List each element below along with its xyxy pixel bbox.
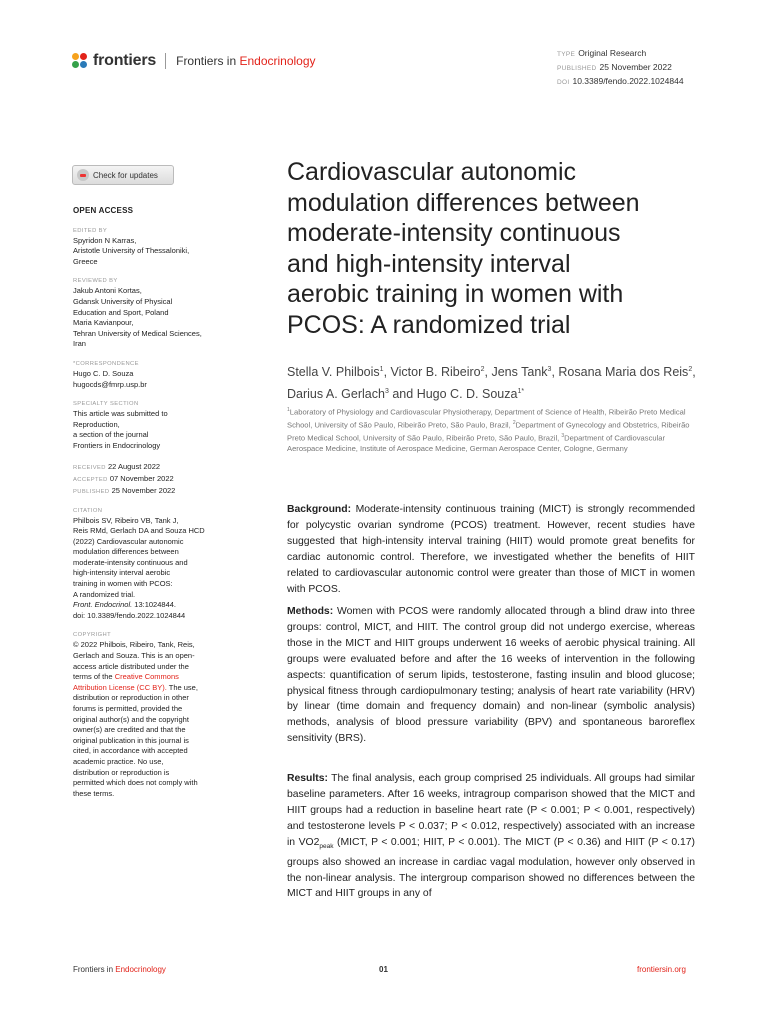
check-for-updates-button[interactable]	[72, 165, 174, 185]
page-number: 01	[379, 965, 388, 974]
reviewed-by-block: Jakub Antoni Kortas, Gdansk University of Physical Education and Sport, Poland Maria Kavianpour, Tehran University of Medical Sciences, Iran	[73, 286, 202, 349]
author-list: Stella V. Philbois$^1$, Victor B. Ribeiro$^2$, Jens Tank$^3$, Rosana Maria dos Reis$^2$, Darius A. Gerlach$^3$ and Hugo C. D. Souza$^{1*}$	[287, 365, 696, 402]
copyright-block: © 2022 Philbois, Ribeiro, Tank, Reis, Gerlach and Souza. This is an open- access article distributed under the terms of the Creative Commons Attribution License (CC BY). The use, distribution or reproduction in other forums is permitted, provided the original author(s) and the copyright owner(s) are credited and that the original publication in this journal is cited, in accordance with accepted academic practice. No use, distribution or reproduction is permitted which does not comply with these terms.	[73, 640, 198, 798]
check-updates-label: Check for updates	[93, 170, 158, 180]
abstract-background: Background: Moderate-intensity continuous training (MICT) is strongly recommended for polycystic ovarian syndrome (PCOS) treatment. However, recent studies have suggested that high-intensity interval training (HIIT) would promote great benefits for cardiac autonomic control. Therefore, we investigated whether the benefits of HIIT related to cardiovascular autonomic control were greater than those of MICT in women with PCOS.	[287, 504, 695, 595]
author[interactable]: Hugo C. D. Souza	[416, 387, 518, 402]
affiliations: $^1$Laboratory of Physiology and Cardiovascular Physiotherapy, Department of Science of Health, Ribeirão Preto Medical School, University of São Paulo, Ribeirão Preto, São Paulo, Brazil, $^2$Department of Gynecology and Obstetrics, Ribeirão Preto Medical School, University of São Paulo, Ribeirão Preto, São Paulo, Brazil, $^3$Department of Cardiovascular Aerospace Medicine, Institute of Aerospace Medicine, German Aerospace Center, Cologne, Germany	[287, 407, 690, 454]
specialty-section-label: SPECIALTY SECTION	[73, 401, 139, 408]
accepted-date: 07 November 2022	[109, 473, 174, 483]
article-type: TYPE Original Research	[557, 48, 647, 58]
correspondence-label: *CORRESPONDENCE	[73, 360, 139, 367]
specialty-section-block: This article was submitted to Reproduction, a section of the journal Frontiers in Endocrinology	[73, 409, 168, 450]
abstract-results: Results: The final analysis, each group comprised 25 individuals. All groups had similar baseline parameters. After 16 weeks, intragroup comparison showed that the MICT and HIIT groups had a reduction in baseline heart rate (P < 0.001; P < 0.001, respectively) and testosterone levels P < 0.037; P < 0.012, respectively) associated with an increase in $VO2_{peak}$ (MICT, P < 0.001; HIIT, P < 0.001). The MICT (P < 0.36) and HIIT (P < 0.17) groups also showed an increase in cardiac vagal modulation, however only observed in the non-linear analysis. The intergroup comparison showed no differences between the MICT and HIIT groups in any of	[287, 773, 696, 900]
footer-journal[interactable]: Frontiers in Endocrinology	[73, 965, 166, 974]
author[interactable]: Stella V. Philbois	[287, 365, 380, 380]
article-meta	[557, 47, 684, 89]
journal-name[interactable]: Frontiers in Endocrinology	[176, 54, 316, 68]
edited-by-label: EDITED BY	[73, 227, 108, 234]
published-date: 25 November 2022	[111, 485, 176, 495]
dates-block: RECEIVED 22 August 2022 ACCEPTED 07 November 2022 PUBLISHED 25 November 2022	[73, 461, 176, 495]
cc-license-link[interactable]: Creative Commons	[114, 672, 179, 682]
author[interactable]: Rosana Maria dos Reis	[558, 365, 689, 380]
open-access-label: OPEN ACCESS	[73, 206, 134, 215]
received-date: 22 August 2022	[107, 461, 161, 471]
article-published-date: PUBLISHED 25 November 2022	[557, 62, 672, 72]
author[interactable]: Darius A. Gerlach	[287, 387, 385, 402]
correspondence-block: Hugo C. D. Souza hugocds@fmrp.usp.br	[73, 369, 243, 390]
article-doi: DOI 10.3389/fendo.2022.1024844	[557, 76, 684, 86]
author[interactable]: Jens Tank	[491, 365, 548, 380]
footer-site-link[interactable]: frontiersin.org	[637, 965, 686, 974]
citation-block: Philbois SV, Ribeiro VB, Tank J, Reis RMd, Gerlach DA and Souza HCD (2022) Cardiovascular autonomic modulation differences between moderate-intensity continuous and high-intensity interval aerobic training in women with PCOS: A randomized trial. Front. Endocrinol. 13:1024844. doi: 10.3389/fendo.2022.1024844	[73, 516, 243, 622]
article-title: Cardiovascular autonomic modulation differences between moderate-intensity continuous and high-intensity interval aerobic training in women with PCOS: A randomized trial	[287, 158, 640, 339]
cc-license-link-cont[interactable]: Attribution License (CC BY).	[73, 682, 167, 692]
author[interactable]: Victor B. Ribeiro	[390, 365, 481, 380]
check-updates-icon	[77, 169, 89, 181]
frontiers-logo-icon	[72, 53, 89, 70]
citation-label: CITATION	[73, 507, 103, 514]
correspondence-email[interactable]: hugocds@fmrp.usp.br	[73, 379, 147, 389]
copyright-label: COPYRIGHT	[73, 632, 112, 639]
reviewed-by-label: REVIEWED BY	[73, 278, 118, 285]
logo-wordmark: frontiers	[93, 52, 157, 69]
abstract-methods: Methods: Women with PCOS were randomly allocated through a blind draw into three groups: control, MICT, and HIIT. The control group did not undergo exercise, whereas those in the MICT and HIIT groups underwent 16 weeks of aerobic physical training. All groups were evaluated before and after the 16 weeks of intervention in the following aspects: quantification of serum lipids, testosterone, fasting insulin and blood glucose; physical fitness through cardiopulmonary testing; analysis of heart rate variability (HRV) by linear (time domain and frequency domain) and non-linear (symbolic analysis) methods, analysis of blood pressure variability (BPV) and spontaneous baroreflex sensitivity (BRS).	[287, 606, 695, 745]
citation-doi[interactable]: doi: 10.3389/fendo.2022.1024844	[73, 610, 186, 620]
edited-by-block: Spyridon N Karras, Aristotle University of Thessaloniki, Greece	[73, 235, 190, 266]
sidebar	[73, 206, 243, 799]
header-divider	[165, 53, 166, 69]
frontiers-logo[interactable]	[72, 51, 316, 71]
